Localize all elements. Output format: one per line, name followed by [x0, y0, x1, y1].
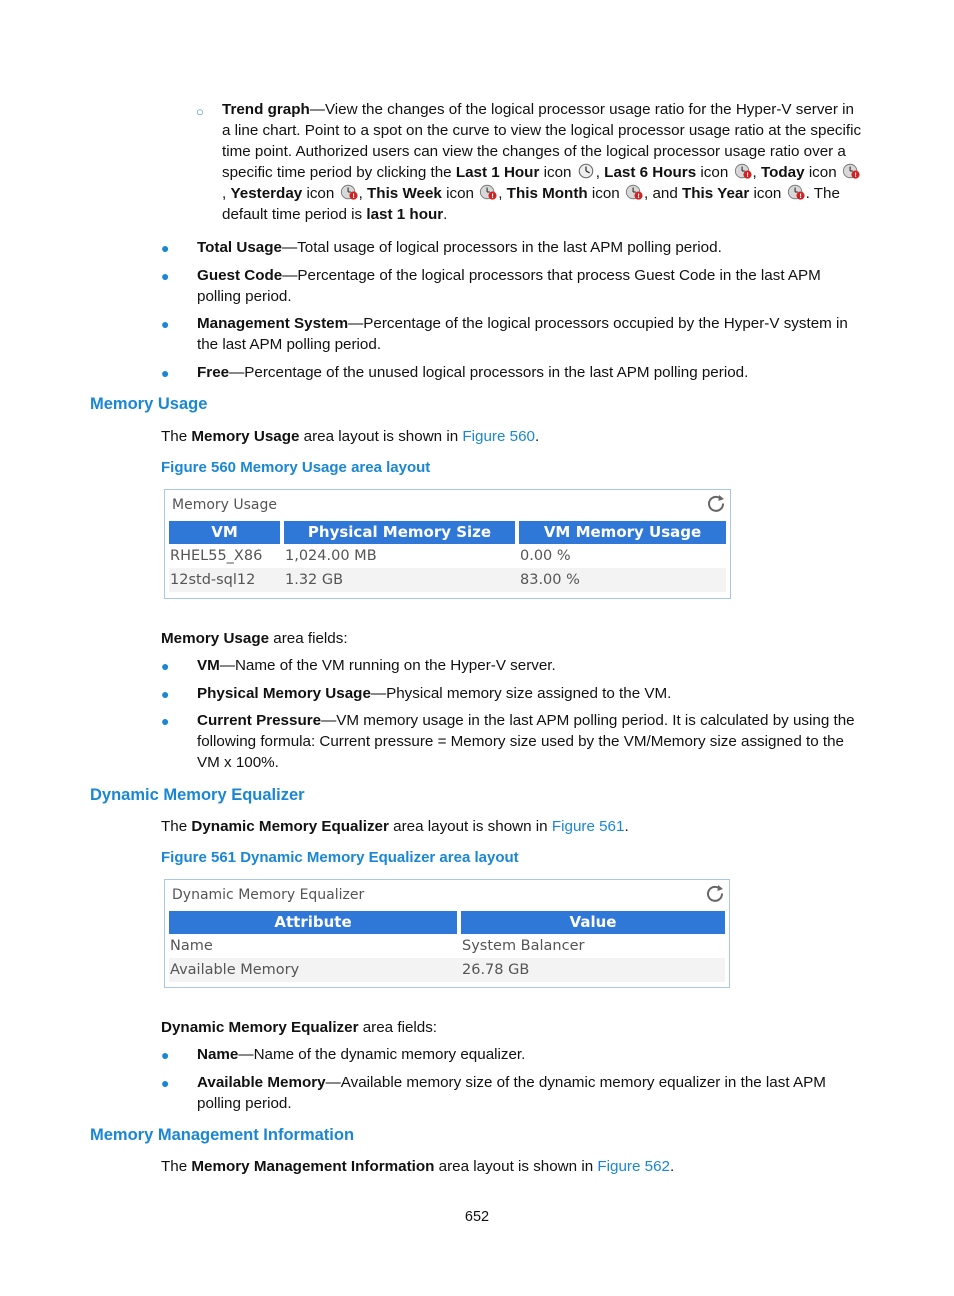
bullet-marker: ● — [161, 713, 170, 729]
column-header[interactable]: VM — [169, 521, 284, 544]
column-header[interactable]: Value — [461, 911, 725, 934]
figure-561-link[interactable]: Figure 561 — [551, 818, 625, 835]
widget-title: Memory Usage — [172, 497, 278, 513]
table-cell: 0.00 % — [520, 547, 571, 564]
list-item: Free—Percentage of the unused logical processors in the last APM polling period. — [197, 364, 749, 381]
figure-562-link[interactable]: Figure 562 — [597, 1158, 670, 1175]
list-item: Current Pressure—VM memory usage in the last APM polling period. It is calculated by using the following formula: Current pressure = Memory size used by the VM/Memory size assigned to the VM x 100%. — [197, 712, 855, 771]
table-row — [169, 934, 725, 958]
sub-bullet-marker: ○ — [196, 104, 204, 119]
column-header[interactable]: Attribute — [169, 911, 461, 934]
table-row — [169, 958, 725, 982]
dme-table — [169, 911, 725, 982]
dme-intro: The Dynamic Memory Equalizer area layout is shown in Figure 561. — [161, 818, 629, 835]
table-cell: 1.32 GB — [284, 568, 519, 592]
this-week-icon[interactable] — [479, 183, 497, 201]
memory-usage-widget — [164, 489, 731, 599]
table-cell: 12std-sql12 — [169, 568, 284, 592]
list-item: Management System—Percentage of the logical processors occupied by the Hyper-V system in the last APM polling period. — [197, 315, 848, 353]
bullet-marker: ● — [161, 240, 170, 256]
bullet-marker: ● — [161, 686, 170, 702]
list-item: VM—Name of the VM running on the Hyper-V server. — [197, 657, 556, 674]
bullet-marker: ● — [161, 268, 170, 284]
this-year-icon[interactable] — [787, 183, 805, 201]
mmi-intro: The Memory Management Information area layout is shown in Figure 562. — [161, 1158, 675, 1175]
trend-graph-label: Trend graph — [222, 101, 310, 118]
list-item: Physical Memory Usage—Physical memory size assigned to the VM. — [197, 685, 672, 702]
figure-560-link[interactable]: Figure 560 — [462, 428, 535, 445]
list-item: Total Usage—Total usage of logical processors in the last APM polling period. — [197, 239, 722, 256]
last-6-hours-icon[interactable] — [734, 162, 752, 180]
widget-title: Dynamic Memory Equalizer — [172, 887, 365, 903]
bullet-marker: ● — [161, 365, 170, 381]
today-icon[interactable] — [842, 162, 860, 180]
column-header[interactable]: Physical Memory Size — [284, 521, 519, 544]
section-heading-memory-usage: Memory Usage — [90, 395, 208, 413]
figure-560-caption: Figure 560 Memory Usage area layout — [161, 459, 431, 476]
bullet-marker: ● — [161, 1075, 170, 1091]
dynamic-memory-equalizer-widget — [164, 879, 730, 988]
refresh-icon[interactable] — [705, 883, 725, 903]
memory-usage-intro: The Memory Usage area layout is shown in Figure 560. — [161, 428, 540, 445]
bullet-marker: ● — [161, 658, 170, 674]
figure-561-caption: Figure 561 Dynamic Memory Equalizer area layout — [161, 849, 519, 866]
list-item: Guest Code—Percentage of the logical processors that process Guest Code in the last APM polling period. — [197, 267, 821, 305]
table-cell: RHEL55_X86 — [170, 547, 263, 564]
table-cell: 83.00 % — [519, 568, 726, 592]
section-heading-dynamic-memory-equalizer: Dynamic Memory Equalizer — [90, 786, 305, 804]
refresh-icon[interactable] — [706, 493, 726, 513]
this-month-icon[interactable] — [625, 183, 643, 201]
memory-usage-table — [169, 521, 726, 592]
yesterday-icon[interactable] — [340, 183, 358, 201]
table-cell: Available Memory — [169, 958, 461, 982]
bullet-marker: ● — [161, 1047, 170, 1063]
dme-fields-label: Dynamic Memory Equalizer area fields: — [161, 1019, 438, 1036]
trend-graph-paragraph: Trend graph—View the changes of the logical processor usage ratio for the Hyper-V server in a line chart. Point to a spot on the curve to view the logical processor usage ratio at the specific time point. Authorized users can view the changes of the logical processor usage ratio over a specific time period by clicking the Last 1 Hour icon , Last 6 Hours icon , Today icon , Yesterday icon , This Week icon , This Month icon , and This Year icon . The default time period is last 1 hour. — [222, 101, 862, 223]
table-cell: System Balancer — [462, 937, 585, 954]
table-row — [169, 568, 726, 592]
table-cell: 1,024.00 MB — [285, 547, 377, 564]
table-row — [169, 544, 726, 568]
memory-usage-fields-label: Memory Usage area fields: — [161, 630, 348, 647]
table-cell: 26.78 GB — [461, 958, 725, 982]
section-heading-memory-management-information: Memory Management Information — [90, 1126, 355, 1144]
table-cell: Name — [170, 937, 213, 954]
page-number: 652 — [464, 1209, 490, 1225]
column-header[interactable]: VM Memory Usage — [519, 521, 726, 544]
bullet-marker: ● — [161, 316, 170, 332]
last-1-hour-icon[interactable] — [577, 162, 595, 180]
list-item: Available Memory—Available memory size of the dynamic memory equalizer in the last APM polling period. — [197, 1074, 826, 1112]
list-item: Name—Name of the dynamic memory equalizer. — [197, 1046, 526, 1063]
